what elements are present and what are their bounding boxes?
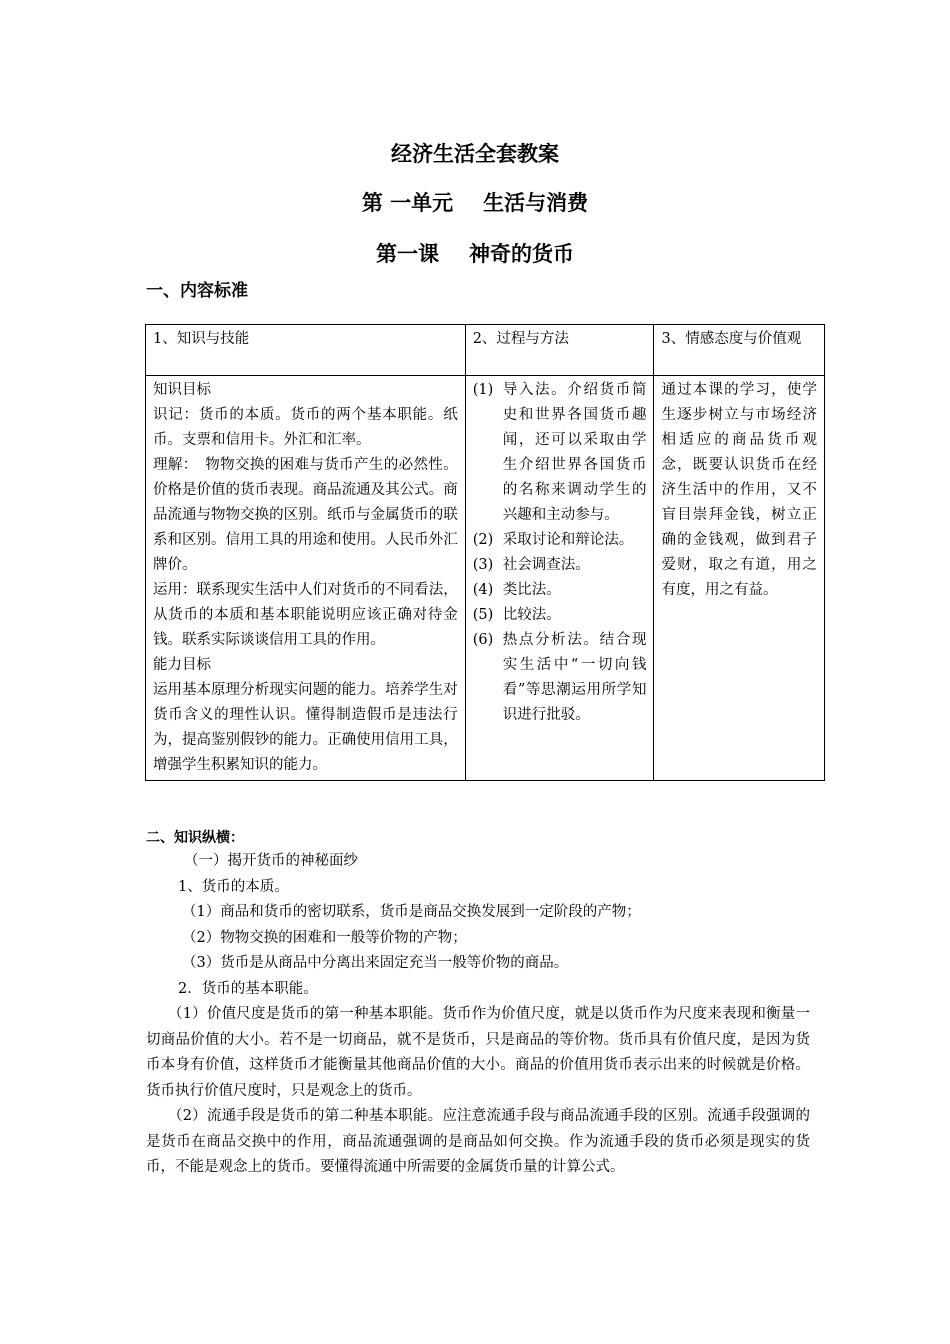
list-item: (4) 类比法。	[472, 582, 561, 598]
unit-name: 生活与消费	[483, 190, 589, 215]
header-emotion-values: 3、情感态度与价值观	[654, 325, 825, 376]
section2-heading: 二、知识纵横：	[146, 830, 244, 846]
ability-text: 运用基本原理分析现实问题的能力。培养学生对货币含义的理性认识。懂得制造假币是违法行为，提高鉴别假钞的能力。正确使用信用工具，增强学生积累知识的能力。	[153, 682, 458, 773]
list-item: (5) 比较法。	[472, 607, 561, 623]
lesson-label: 第一课	[376, 241, 439, 266]
paragraph-circulation: （2）流通手段是货币的第二种基本职能。应注意流通手段与商品流通手段的区别。流通手段强调的是货币在商品交换中的作用，商品流通强调的是商品如何交换。作为流通手段的货币必须是现实的货币，不能是观念上的货币。要懂得流通中所需要的金属货币量的计算公式。	[146, 1108, 810, 1175]
lesson-title	[0, 238, 950, 268]
section2-body	[146, 849, 810, 1181]
unit-title	[0, 187, 950, 217]
apply-text: 运用：联系现实生活中人们对货币的不同看法，从货币的本质和基本职能说明应该正确对待金钱。联系实际谈谈信用工具的作用。	[153, 582, 458, 648]
list-item: （2）物物交换的困难和一般等价物的产物；	[182, 929, 467, 946]
unit-label: 第 一单元	[361, 190, 454, 215]
memorize-text: 识记：货币的本质。货币的两个基本职能。纸币。支票和信用卡。外汇和汇率。	[153, 407, 458, 448]
header-process-methods: 2、过程与方法	[465, 325, 654, 376]
document-title: 经济生活全套教案	[391, 141, 559, 166]
item-heading: 2．货币的基本职能。	[178, 980, 318, 997]
understand-text: 理解： 物物交换的困难与货币产生的必然性。价格是价值的货币表现。商品流通及其公式。商品流通与物物交换的区别。纸币与金属货币的联系和区别。信用工具的用途和使用。人民币外汇牌价。	[153, 457, 458, 573]
lesson-name: 神奇的货币	[469, 241, 574, 266]
item-heading: 1、货币的本质。	[178, 878, 289, 895]
section1-heading: 一、内容标准	[146, 281, 248, 301]
list-item: (6) 热点分析法。结合现实生活中“一切向钱看”等思潮运用所学知识进行批驳。	[472, 632, 647, 723]
list-item: (2) 采取讨论和辩论法。	[472, 532, 634, 548]
knowledge-skills-cell	[146, 376, 466, 781]
emotion-values-cell: 通过本课的学习，使学生逐步树立与市场经济相适应的商品货币观念，既要认识货币在经济生活中的作用，又不盲目崇拜金钱，树立正确的金钱观，做到君子爱财，取之有道，用之有度，用之有益。	[654, 376, 825, 781]
header-knowledge-skills: 1、知识与技能	[146, 325, 466, 376]
subsection-title: （一）揭开货币的神秘面纱	[184, 853, 358, 869]
table-header-row	[146, 325, 825, 376]
table-body-row	[146, 376, 825, 781]
list-item: （1）商品和货币的密切联系，货币是商品交换发展到一定阶段的产物；	[182, 904, 641, 920]
knowledge-goal-label: 知识目标	[153, 382, 211, 398]
content-standard-table	[145, 324, 825, 781]
list-item: (3) 社会调查法。	[472, 557, 590, 573]
methods-list	[473, 378, 647, 728]
ability-goal-label: 能力目标	[153, 657, 211, 673]
list-item: (1) 导入法。介绍货币简史和世界各国货币趣闻，还可以采取由学生介绍世界各国货币的名称来调动学生的兴趣和主动参与。	[472, 382, 647, 523]
process-methods-cell	[465, 376, 654, 781]
paragraph-value-measure: （1）价值尺度是货币的第一种基本职能。货币作为价值尺度，就是以货币作为尺度来表现和衡量一切商品价值的大小。若不是一切商品，就不是货币，只是商品的等价物。货币具有价值尺度，是因为货币本身有价值，这样货币才能衡量其他商品价值的大小。商品的价值用货币表示出来的时候就是价格。货币执行价值尺度时，只是观念上的货币。	[146, 1006, 810, 1099]
list-item: （3）货币是从商品中分离出来固定充当一般等价物的商品。	[182, 955, 569, 971]
